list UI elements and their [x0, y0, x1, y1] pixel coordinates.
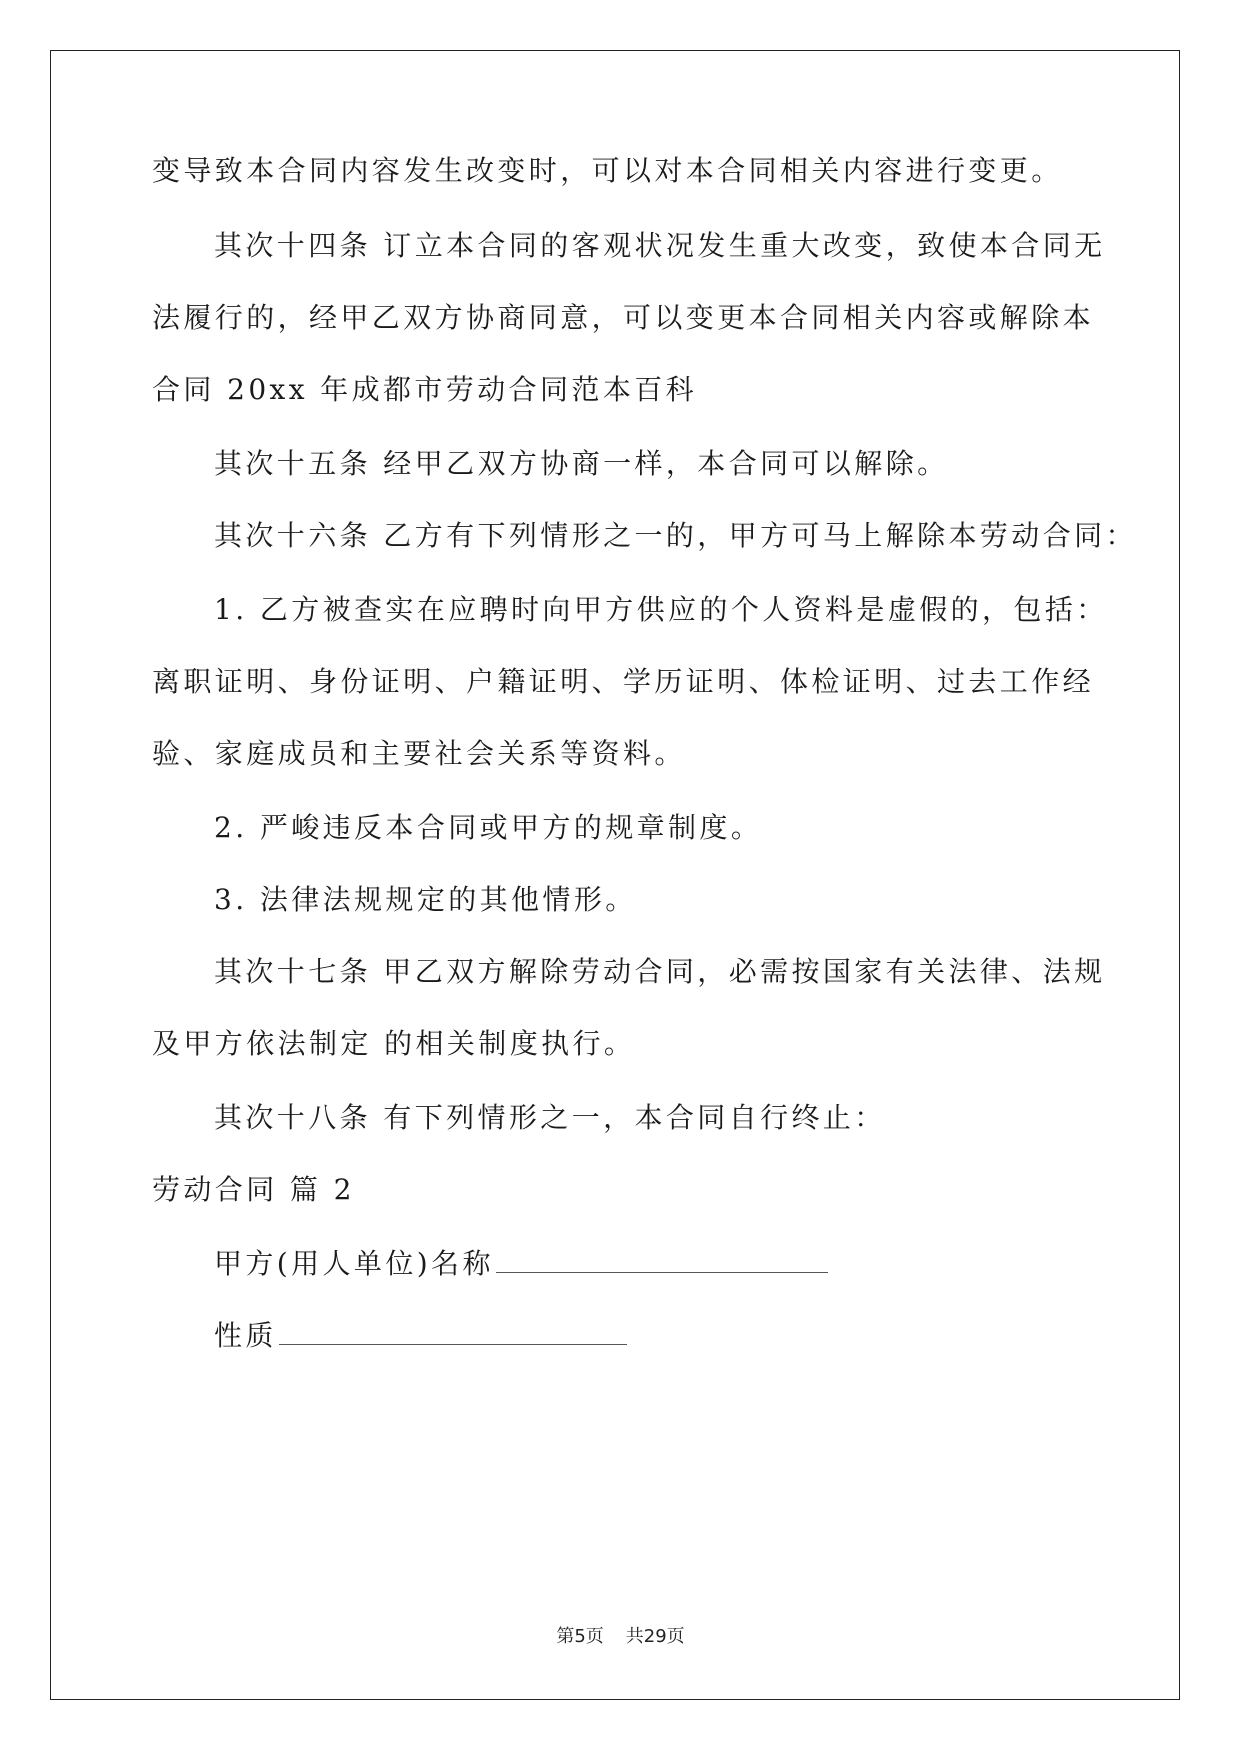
text-line: 离职证明、身份证明、户籍证明、学历证明、体检证明、过去工作经 — [152, 665, 1095, 698]
article-15-line: 其次十五条 经甲乙双方协商一样，本合同可以解除。 — [214, 447, 949, 480]
company-name-blank — [496, 1248, 828, 1273]
section-heading: 劳动合同 篇 2 — [152, 1173, 355, 1206]
text-line: 及甲方依法制定 的相关制度执行。 — [152, 1027, 636, 1060]
list-item-1-line: 1. 乙方被查实在应聘时向甲方供应的个人资料是虚假的，包括： — [214, 593, 1108, 626]
footer-prefix: 第 — [556, 1626, 575, 1647]
text-line: 合同 20xx 年成都市劳动合同范本百科 — [152, 373, 698, 406]
text-line: 验、家庭成员和主要社会关系等资料。 — [152, 737, 686, 770]
article-16-line: 其次十六条 乙方有下列情形之一的，甲方可马上解除本劳动合同： — [214, 519, 1137, 552]
nature-field — [214, 1320, 627, 1350]
list-item-3-line: 3. 法律法规规定的其他情形。 — [214, 883, 637, 916]
current-page-number: 5 — [574, 1626, 586, 1647]
article-18-line: 其次十八条 有下列情形之一，本合同自行终止： — [214, 1101, 886, 1134]
nature-label: 性质 — [214, 1319, 277, 1352]
footer-page-suffix: 页 — [585, 1626, 604, 1647]
article-14-heading-line: 其次十四条 订立本合同的客观状况发生重大改变，致使本合同无 — [214, 229, 1106, 262]
nature-blank — [279, 1320, 627, 1345]
article-17-line: 其次十七条 甲乙双方解除劳动合同，必需按国家有关法律、法规 — [214, 955, 1106, 988]
page-footer — [0, 1622, 1241, 1648]
footer-total-suffix: 页 — [666, 1626, 685, 1647]
page-border — [50, 50, 1180, 1700]
total-page-count: 29 — [643, 1626, 667, 1647]
footer-total-prefix: 共 — [625, 1626, 644, 1647]
list-item-2-line: 2. 严峻违反本合同或甲方的规章制度。 — [214, 811, 763, 844]
text-line: 变导致本合同内容发生改变时，可以对本合同相关内容进行变更。 — [152, 154, 1063, 187]
company-name-field — [214, 1248, 828, 1278]
text-line: 法履行的，经甲乙双方协商同意，可以变更本合同相关内容或解除本 — [152, 301, 1095, 334]
company-name-label: 甲方(用人单位)名称 — [214, 1247, 494, 1280]
